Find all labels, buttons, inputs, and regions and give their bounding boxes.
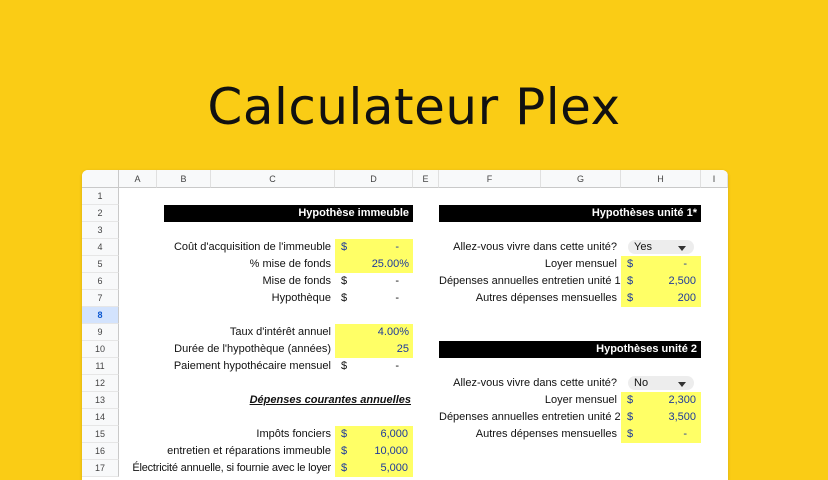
mortgage-output [335,290,413,307]
rate-label: Taux d'intérêt annuel [229,326,331,338]
unit1-maint-label: Dépenses annuelles entretien unité 1 [439,275,621,287]
row-header-13[interactable]: 13 [82,392,119,409]
rate-input[interactable]: 4.00% [335,324,413,341]
row-header-11[interactable]: 11 [82,358,119,375]
row-header-8[interactable]: 8 [82,307,119,324]
unit2-maint-currency: $ [627,411,634,423]
payment-currency: $ [341,360,348,372]
unit2-live-value: No [634,377,649,389]
mortgage-currency: $ [341,292,348,304]
acquisition-currency: $ [341,241,348,253]
unit2-header: Hypothèses unité 2 [439,341,701,358]
duration-label: Durée de l'hypothèque (années) [174,343,331,355]
row-header-1[interactable]: 1 [82,188,119,205]
col-header-g[interactable]: G [541,170,621,188]
unit1-live-label: Allez-vous vivre dans cette unité? [453,241,617,253]
expenses-section-header: Dépenses courantes annuelles [249,394,411,406]
chevron-down-icon [678,382,686,387]
taxes-label: Impôts fonciers [256,428,331,440]
row-header-10[interactable]: 10 [82,341,119,358]
col-header-h[interactable]: H [621,170,701,188]
down-output [335,273,413,290]
payment-output [335,358,413,375]
unit1-header: Hypothèses unité 1* [439,205,701,222]
unit1-other-label: Autres dépenses mensuelles [475,292,617,304]
mortgage-value: - [395,292,399,304]
maintenance-label: entretien et réparations immeuble [167,445,331,457]
maintenance-currency: $ [341,445,348,457]
unit2-other-input[interactable] [621,426,701,443]
col-header-e[interactable]: E [413,170,439,188]
unit2-other-value: - [683,428,687,440]
col-header-a[interactable]: A [119,170,157,188]
building-header: Hypothèse immeuble [164,205,413,222]
unit1-maint-input[interactable] [621,273,701,290]
row-header-7[interactable]: 7 [82,290,119,307]
col-header-f[interactable]: F [439,170,541,188]
unit1-live-dropdown[interactable] [628,240,694,254]
acquisition-label: Coût d'acquisition de l'immeuble [173,241,331,253]
unit2-maint-input[interactable] [621,409,701,426]
taxes-currency: $ [341,428,348,440]
col-header-c[interactable]: C [211,170,335,188]
col-header-d[interactable]: D [335,170,413,188]
taxes-input[interactable] [335,426,413,443]
row-header-6[interactable]: 6 [82,273,119,290]
row-header-12[interactable]: 12 [82,375,119,392]
unit1-live-value: Yes [634,241,652,253]
row-header-16[interactable]: 16 [82,443,119,460]
unit2-maint-label: Dépenses annuelles entretien unité 2 [439,411,621,423]
maintenance-input[interactable] [335,443,413,460]
acquisition-input[interactable] [335,239,413,256]
down-pct-input[interactable]: 25.00% [335,256,413,273]
select-all-corner[interactable] [82,170,119,188]
unit1-maint-value: 2,500 [668,275,696,287]
unit1-other-value: 200 [677,292,696,304]
unit2-other-label: Autres dépenses mensuelles [475,428,617,440]
row-header-3[interactable]: 3 [82,222,119,239]
unit2-rent-currency: $ [627,394,634,406]
unit1-rent-input[interactable] [621,256,701,273]
page-title: Calculateur Plex [207,78,621,136]
row-header-14[interactable]: 14 [82,409,119,426]
spreadsheet[interactable] [82,170,728,480]
acquisition-value: - [395,241,399,253]
row-header-2[interactable]: 2 [82,205,119,222]
electricity-label: Électricité annuelle, si fournie avec le loyer [132,462,331,474]
col-header-b[interactable]: B [157,170,211,188]
unit1-rent-value: - [683,258,687,270]
payment-value: - [395,360,399,372]
unit1-rent-label: Loyer mensuel [544,258,617,270]
duration-input[interactable]: 25 [335,341,413,358]
row-header-15[interactable]: 15 [82,426,119,443]
electricity-currency: $ [341,462,348,474]
maintenance-value: 10,000 [374,445,408,457]
unit1-other-currency: $ [627,292,634,304]
electricity-input[interactable] [335,460,413,477]
down-label: Mise de fonds [262,275,331,287]
unit1-rent-currency: $ [627,258,634,270]
row-header-5[interactable]: 5 [82,256,119,273]
down-value: - [395,275,399,287]
col-header-i[interactable]: I [701,170,728,188]
chevron-down-icon [678,246,686,251]
down-pct-label: % mise de fonds [249,258,331,270]
row-header-9[interactable]: 9 [82,324,119,341]
unit2-rent-label: Loyer mensuel [544,394,617,406]
row-header-17[interactable]: 17 [82,460,119,477]
unit2-rent-value: 2,300 [668,394,696,406]
unit1-other-input[interactable] [621,290,701,307]
taxes-value: 6,000 [380,428,408,440]
unit2-maint-value: 3,500 [668,411,696,423]
unit2-rent-input[interactable] [621,392,701,409]
electricity-value: 5,000 [380,462,408,474]
unit2-live-label: Allez-vous vivre dans cette unité? [453,377,617,389]
mortgage-label: Hypothèque [271,292,331,304]
down-currency: $ [341,275,348,287]
unit1-maint-currency: $ [627,275,634,287]
unit2-live-dropdown[interactable] [628,376,694,390]
payment-label: Paiement hypothécaire mensuel [173,360,331,372]
unit2-other-currency: $ [627,428,634,440]
row-header-4[interactable]: 4 [82,239,119,256]
